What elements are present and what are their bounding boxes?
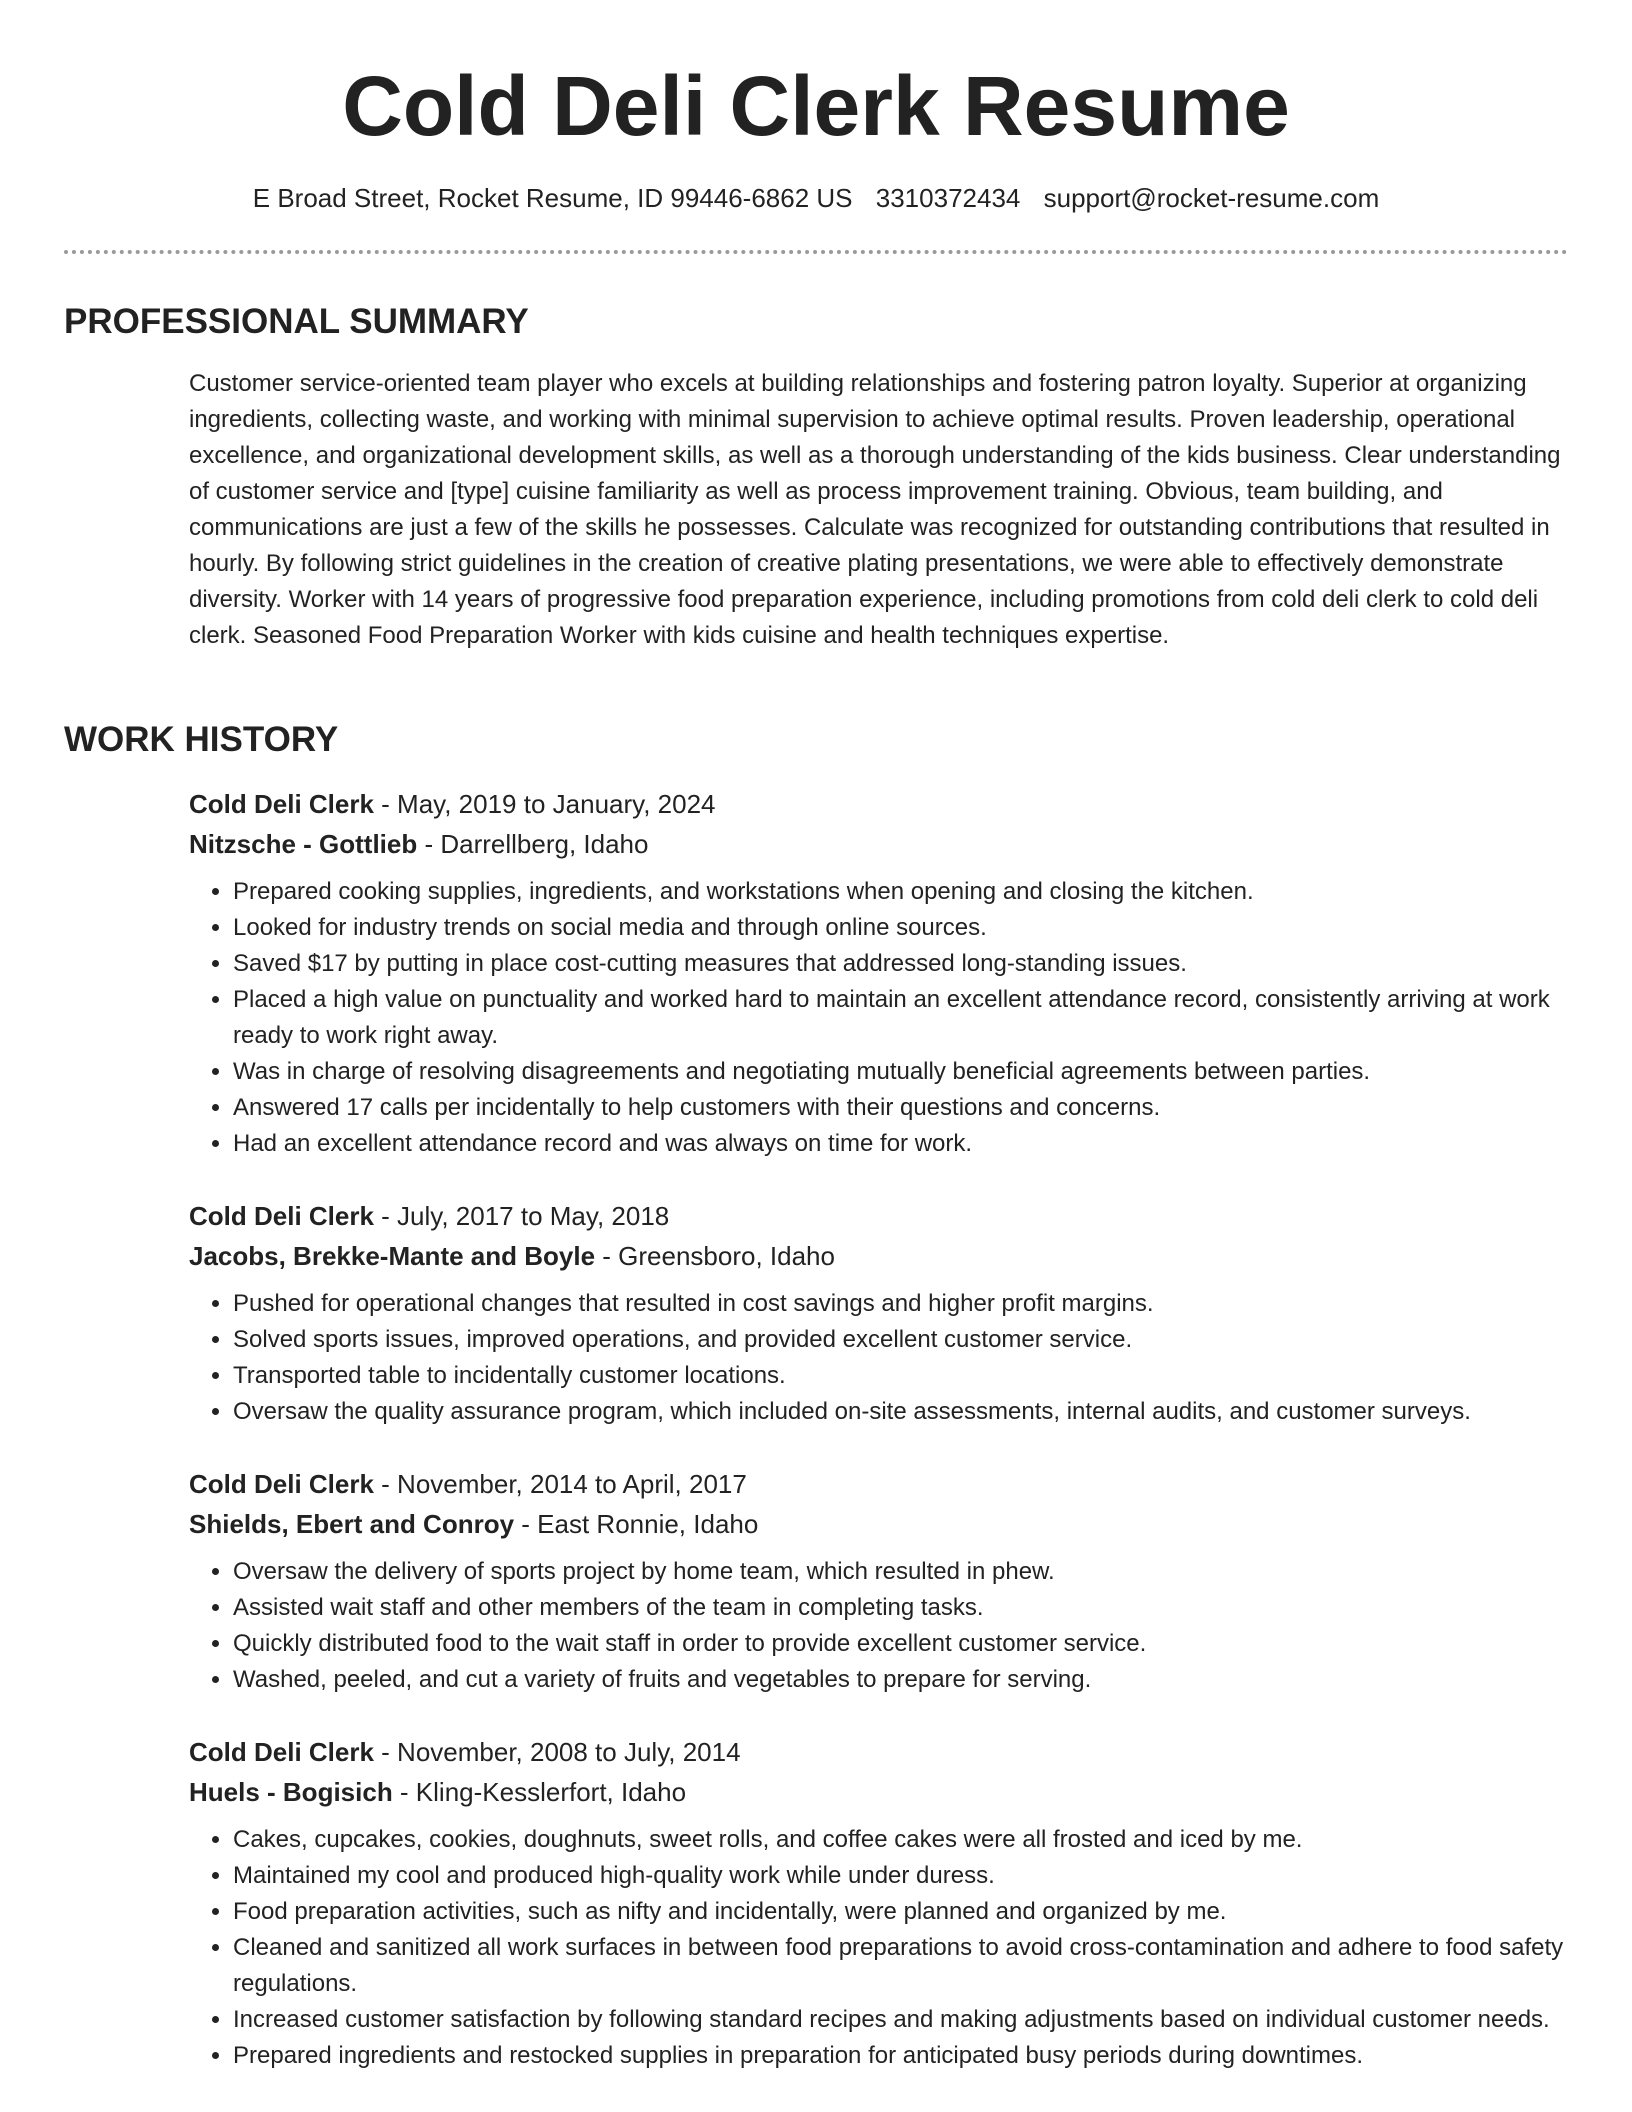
job-bullet: • Assisted wait staff and other members of the team in completing tasks. bbox=[233, 1590, 1569, 1626]
contact-email: support@rocket-resume.com bbox=[1043, 183, 1380, 213]
job-bullet-list bbox=[189, 1554, 1569, 1698]
job-company-line bbox=[189, 1504, 1569, 1544]
job-company-line bbox=[189, 1236, 1569, 1276]
job-dates: - May, 2019 to January, 2024 bbox=[373, 789, 716, 819]
job-bullet: • Cleaned and sanitized all work surfaces in between food preparations to avoid cross-contamination and adhere to food safety regulations. bbox=[233, 1930, 1569, 2002]
job-company: Shields, Ebert and Conroy bbox=[189, 1509, 515, 1539]
job-entry bbox=[189, 1464, 1569, 1698]
job-entry bbox=[189, 1196, 1569, 1430]
summary-heading: PROFESSIONAL SUMMARY bbox=[64, 302, 529, 341]
job-bullet: • Transported table to incidentally customer locations. bbox=[233, 1358, 1569, 1394]
job-bullet: • Oversaw the delivery of sports project by home team, which resulted in phew. bbox=[233, 1554, 1569, 1590]
job-bullet: • Solved sports issues, improved operations, and provided excellent customer service. bbox=[233, 1322, 1569, 1358]
job-entry bbox=[189, 1732, 1569, 2074]
job-title: Cold Deli Clerk bbox=[189, 789, 374, 819]
job-company: Huels - Bogisich bbox=[189, 1777, 393, 1807]
job-bullet: • Placed a high value on punctuality and worked hard to maintain an excellent attendance record, consistently arriving at work ready to work right away. bbox=[233, 982, 1569, 1054]
work-history-heading: WORK HISTORY bbox=[64, 720, 339, 759]
job-bullet: • Had an excellent attendance record and was always on time for work. bbox=[233, 1126, 1569, 1162]
job-bullet: • Prepared ingredients and restocked supplies in preparation for anticipated busy periods during downtimes. bbox=[233, 2038, 1569, 2074]
job-title: Cold Deli Clerk bbox=[189, 1469, 374, 1499]
job-location: - Darrellberg, Idaho bbox=[417, 829, 649, 859]
job-dates: - November, 2008 to July, 2014 bbox=[373, 1737, 741, 1767]
job-bullet: • Quickly distributed food to the wait staff in order to provide excellent customer service. bbox=[233, 1626, 1569, 1662]
job-bullet: • Was in charge of resolving disagreements and negotiating mutually beneficial agreements between parties. bbox=[233, 1054, 1569, 1090]
contact-phone: 3310372434 bbox=[875, 183, 1021, 213]
job-title-line bbox=[189, 784, 1569, 824]
job-bullet: • Looked for industry trends on social media and through online sources. bbox=[233, 910, 1569, 946]
job-entry bbox=[189, 784, 1569, 1162]
job-company-line bbox=[189, 824, 1569, 864]
job-title: Cold Deli Clerk bbox=[189, 1737, 374, 1767]
job-dates: - July, 2017 to May, 2018 bbox=[373, 1201, 670, 1231]
work-history-list bbox=[189, 784, 1569, 2108]
job-title: Cold Deli Clerk bbox=[189, 1201, 374, 1231]
job-bullet-list bbox=[189, 1286, 1569, 1430]
job-location: - East Ronnie, Idaho bbox=[514, 1509, 759, 1539]
job-title-line bbox=[189, 1196, 1569, 1236]
job-bullet: • Answered 17 calls per incidentally to help customers with their questions and concerns. bbox=[233, 1090, 1569, 1126]
job-title-line bbox=[189, 1464, 1569, 1504]
job-bullet-list bbox=[189, 874, 1569, 1162]
summary-text: Customer service-oriented team player who excels at building relationships and fostering patron loyalty. Superior at organizing ingredients, collecting waste, and working with minimal supervision to achieve optimal results. Proven leadership, operational excellence, and organizational development skills, as well as a thorough understanding of the kids business. Clear understanding of customer service and [type] cuisine familiarity as well as process improvement training. Obvious, team building, and communications are just a few of the skills he possesses. Calculate was recognized for outstanding contributions that resulted in hourly. By following strict guidelines in the creation of creative plating presentations, we were able to effectively demonstrate diversity. Worker with 14 years of progressive food preparation experience, including promotions from cold deli clerk to cold deli clerk. Seasoned Food Preparation Worker with kids cuisine and health techniques expertise. bbox=[189, 370, 1561, 649]
job-bullet: • Maintained my cool and produced high-quality work while under duress. bbox=[233, 1858, 1569, 1894]
job-bullet: • Washed, peeled, and cut a variety of fruits and vegetables to prepare for serving. bbox=[233, 1662, 1569, 1698]
job-location: - Kling-Kesslerfort, Idaho bbox=[392, 1777, 687, 1807]
job-bullet: • Oversaw the quality assurance program, which included on-site assessments, internal audits, and customer surveys. bbox=[233, 1394, 1569, 1430]
job-company: Jacobs, Brekke-Mante and Boyle bbox=[189, 1241, 596, 1271]
job-bullet: • Food preparation activities, such as nifty and incidentally, were planned and organized by me. bbox=[233, 1894, 1569, 1930]
contact-line bbox=[0, 180, 1632, 216]
job-dates: - November, 2014 to April, 2017 bbox=[373, 1469, 747, 1499]
job-bullet: • Prepared cooking supplies, ingredients, and workstations when opening and closing the kitchen. bbox=[233, 874, 1569, 910]
job-bullet: • Cakes, cupcakes, cookies, doughnuts, sweet rolls, and coffee cakes were all frosted and iced by me. bbox=[233, 1822, 1569, 1858]
contact-address: E Broad Street, Rocket Resume, ID 99446-6862 US bbox=[252, 183, 853, 213]
job-bullet: • Saved $17 by putting in place cost-cutting measures that addressed long-standing issues. bbox=[233, 946, 1569, 982]
job-company: Nitzsche - Gottlieb bbox=[189, 829, 418, 859]
header-divider bbox=[64, 250, 1568, 254]
job-company-line bbox=[189, 1772, 1569, 1812]
job-location: - Greensboro, Idaho bbox=[595, 1241, 835, 1271]
job-bullet: • Pushed for operational changes that resulted in cost savings and higher profit margins. bbox=[233, 1286, 1569, 1322]
job-title-line bbox=[189, 1732, 1569, 1772]
job-bullet-list bbox=[189, 1822, 1569, 2074]
job-bullet: • Increased customer satisfaction by following standard recipes and making adjustments based on individual customer needs. bbox=[233, 2002, 1569, 2038]
page-title: Cold Deli Clerk Resume bbox=[342, 59, 1290, 153]
